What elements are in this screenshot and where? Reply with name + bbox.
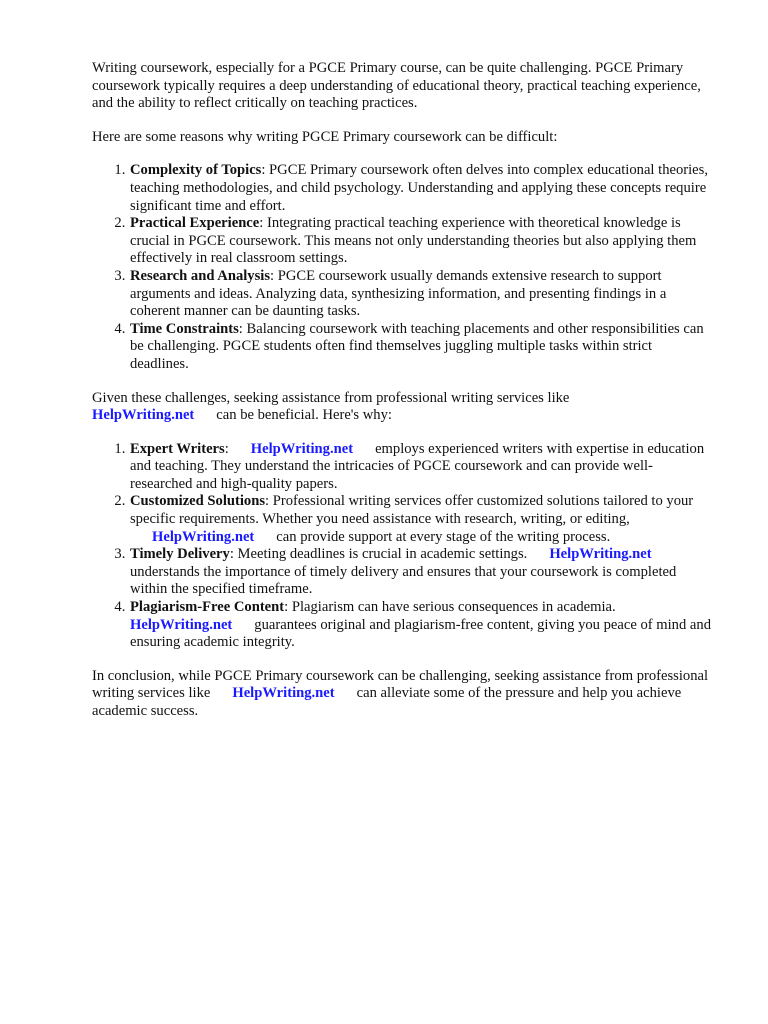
list-item bbox=[129, 321, 714, 374]
list-item bbox=[129, 493, 714, 546]
helpwriting-link[interactable]: HelpWriting.net bbox=[549, 546, 652, 563]
list-item bbox=[129, 441, 714, 494]
benefits-intro-after: can be beneficial. Here's why: bbox=[216, 407, 392, 424]
helpwriting-link[interactable]: HelpWriting.net bbox=[232, 685, 335, 702]
reason-text: : Balancing coursework with teaching placements and other responsibilities can be challenging. PGCE students often find themselves juggling multiple tasks within strict deadlines. bbox=[130, 320, 704, 372]
benefit-title: Customized Solutions bbox=[130, 493, 266, 510]
benefit-text-after: understands the importance of timely delivery and ensures that your coursework is completed within the specified timeframe. bbox=[130, 563, 677, 598]
list-item bbox=[129, 215, 714, 268]
benefit-text-after: employs experienced writers with expertise in education and teaching. They understand the intricacies of PGCE coursework and can provide well-researched and high-quality papers. bbox=[130, 440, 705, 492]
benefit-text-before: : Professional writing services offer customized solutions tailored to your specific requirements. Whether you need assistance with research, writing, or editing, bbox=[130, 493, 694, 528]
reasons-list bbox=[92, 162, 714, 373]
conclusion-paragraph bbox=[92, 668, 714, 721]
reason-title: Time Constraints bbox=[130, 320, 239, 337]
benefit-text-after: can provide support at every stage of the writing process. bbox=[276, 528, 611, 545]
helpwriting-link[interactable]: HelpWriting.net bbox=[130, 616, 233, 633]
reason-title: Practical Experience bbox=[130, 215, 260, 232]
list-item bbox=[129, 546, 714, 599]
reasons-intro: Here are some reasons why writing PGCE Primary coursework can be difficult: bbox=[92, 128, 558, 145]
benefit-text-before: : Plagiarism can have serious consequences in academia. bbox=[284, 599, 616, 616]
benefit-text-before: : bbox=[224, 440, 229, 457]
benefit-text-before: : Meeting deadlines is crucial in academic settings. bbox=[229, 546, 528, 563]
list-item bbox=[129, 599, 714, 652]
list-item bbox=[129, 162, 714, 215]
benefits-list bbox=[92, 441, 714, 652]
reason-text: : Integrating practical teaching experience with theoretical knowledge is crucial in PGCE coursework. This means not only understanding theories but also applying them effectively in real classroom settings. bbox=[130, 215, 697, 267]
helpwriting-link[interactable]: HelpWriting.net bbox=[250, 440, 354, 457]
list-item bbox=[129, 268, 714, 321]
conclusion-after: can alleviate some of the pressure and help you achieve academic success. bbox=[92, 685, 682, 719]
benefits-intro bbox=[92, 390, 714, 425]
reason-title: Research and Analysis bbox=[130, 267, 271, 284]
helpwriting-link[interactable]: HelpWriting.net bbox=[152, 528, 255, 545]
benefit-title: Expert Writers bbox=[130, 440, 225, 457]
conclusion-before: In conclusion, while PGCE Primary coursework can be challenging, seeking assistance from professional writing services like bbox=[92, 667, 709, 702]
benefits-intro-before: Given these challenges, seeking assistance from professional writing services like bbox=[92, 389, 570, 406]
reason-text: : PGCE Primary coursework often delves into complex educational theories, teaching methodologies, and child psychology. Understanding and applying these concepts require significant time and effort. bbox=[130, 162, 708, 214]
intro-paragraph: Writing coursework, especially for a PGCE Primary course, can be quite challenging. PGCE Primary coursework typically requires a deep understanding of educational theory, practical teaching experience, and the ability to reflect critically on teaching practices. bbox=[92, 60, 701, 112]
benefit-title: Plagiarism-Free Content bbox=[130, 599, 285, 616]
benefit-title: Timely Delivery bbox=[130, 546, 230, 563]
reason-title: Complexity of Topics bbox=[130, 162, 262, 179]
helpwriting-link[interactable]: HelpWriting.net bbox=[92, 407, 195, 424]
reason-text: : PGCE coursework usually demands extensive research to support arguments and ideas. Analyzing data, synthesizing information, and presenting findings in a coherent manner can be daunting tasks. bbox=[130, 267, 667, 320]
benefit-text-after: guarantees original and plagiarism-free content, giving you peace of mind and ensuring academic integrity. bbox=[130, 616, 711, 651]
